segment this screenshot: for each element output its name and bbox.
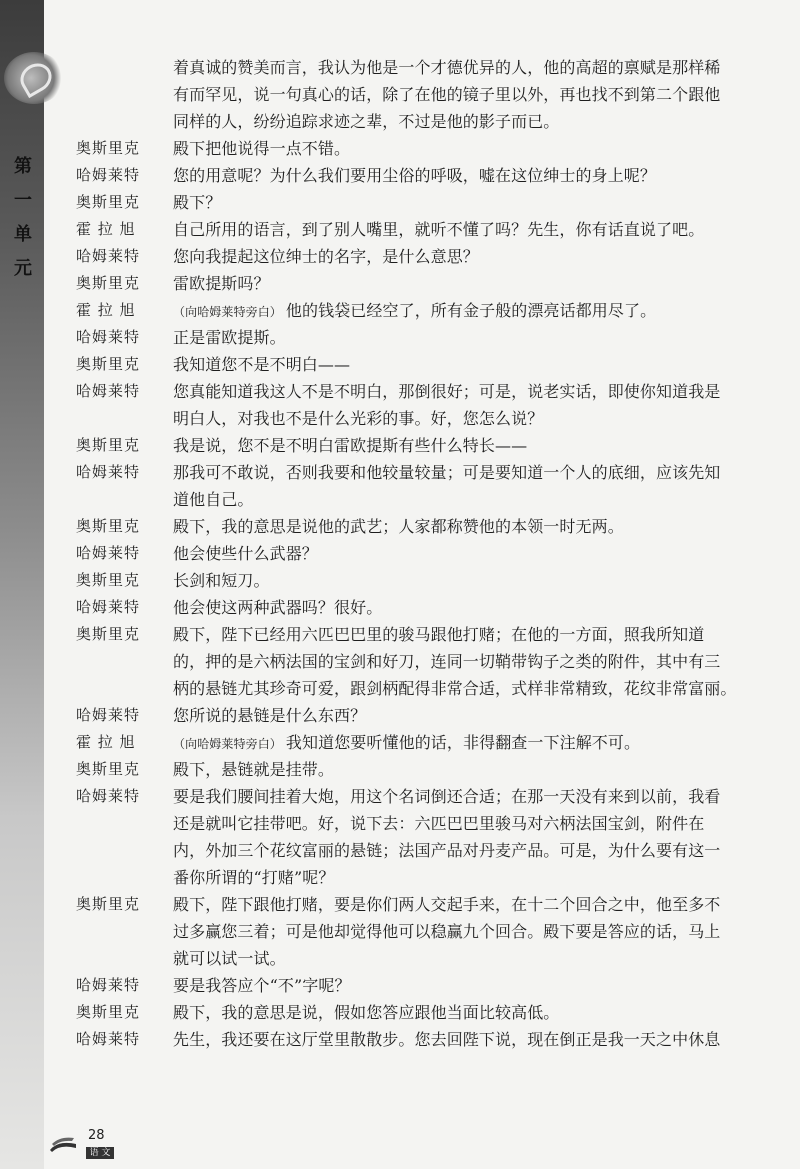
dialogue-line — [70, 972, 775, 999]
speaker-name: 奥斯里克 — [76, 760, 141, 778]
stage-direction: （向哈姆莱特旁白） — [173, 737, 282, 751]
dialogue-text — [173, 567, 270, 594]
dialogue-line — [70, 378, 775, 405]
dialogue-line — [70, 918, 775, 945]
dialogue-text — [173, 324, 286, 351]
dialogue-line — [70, 108, 775, 135]
dialogue-line — [70, 756, 775, 783]
dialogue-text — [173, 729, 640, 758]
line-text: 殿下？ — [173, 193, 222, 212]
dialogue-line — [70, 810, 775, 837]
dialogue-text — [173, 216, 704, 243]
line-text: 我知道您要听懂他的话，非得翻查一下注解不可。 — [285, 733, 641, 752]
dialogue-text — [173, 756, 334, 783]
dialogue-text — [173, 81, 720, 108]
line-text: 殿下把他说得一点不错。 — [173, 139, 351, 158]
speaker-name: 哈姆莱特 — [76, 166, 141, 184]
dialogue-text — [173, 594, 382, 621]
dialogue-line — [70, 891, 775, 918]
dialogue-line — [70, 729, 775, 756]
dialogue-text — [173, 189, 221, 216]
line-text: 明白人，对我也不是什么光彩的事。好，您怎么说？ — [173, 409, 544, 428]
speaker-name: 奥斯里克 — [76, 517, 141, 535]
speaker-name: 奥斯里克 — [76, 571, 141, 589]
dialogue-text — [173, 918, 720, 945]
line-text: 您所说的悬链是什么东西？ — [173, 706, 367, 725]
line-text: 您真能知道我这人不是不明白，那倒很好；可是，说老实话，即使你知道我是 — [173, 382, 721, 401]
dialogue-line — [70, 486, 775, 513]
line-text: 要是我们腰间挂着大炮，用这个名词倒还合适；在那一天没有来到以前，我看 — [173, 787, 721, 806]
line-text: 的，押的是六柄法国的宝剑和好刀，连同一切鞘带钩子之类的附件，其中有三 — [173, 652, 721, 671]
line-text: 我是说，您不是不明白雷欧提斯有些什么特长—— — [173, 436, 528, 455]
speaker-name: 奥斯里克 — [76, 193, 141, 211]
line-text: 殿下，陛下跟他打赌，要是你们两人交起手来，在十二个回合之中，他至多不 — [173, 895, 721, 914]
script-text — [70, 54, 775, 1053]
speaker-name: 哈姆莱特 — [76, 544, 141, 562]
line-text: 要是我答应个“不”字呢？ — [173, 976, 351, 995]
speaker-name: 奥斯里克 — [76, 895, 141, 913]
dialogue-text — [173, 54, 720, 81]
dialogue-line — [70, 351, 775, 378]
line-text: 柄的悬链尤其珍奇可爱，跟剑柄配得非常合适，式样非常精致，花纹非常富丽。 — [173, 679, 737, 698]
line-text: 殿下，我的意思是说，假如您答应跟他当面比较高低。 — [173, 1003, 560, 1022]
line-text: 有而罕见，说一句真心的话，除了在他的镜子里以外，再也找不到第二个跟他 — [173, 85, 721, 104]
line-text: 我知道您不是不明白—— — [173, 355, 351, 374]
speaker-name: 哈姆莱特 — [76, 976, 141, 994]
dialogue-line — [70, 216, 775, 243]
speaker-name: 霍 拉 旭 — [76, 220, 136, 238]
speaker-name: 哈姆莱特 — [76, 598, 141, 616]
speaker-name: 奥斯里克 — [76, 139, 141, 157]
line-text: 内，外加三个花纹富丽的悬链；法国产品对丹麦产品。可是，为什么要有这一 — [173, 841, 721, 860]
speaker-name: 哈姆莱特 — [76, 247, 141, 265]
speaker-name: 哈姆莱特 — [76, 706, 141, 724]
speaker-name: 奥斯里克 — [76, 1003, 141, 1021]
dialogue-line — [70, 270, 775, 297]
line-text: 就可以试一试。 — [173, 949, 286, 968]
dialogue-line — [70, 459, 775, 486]
speaker-name: 奥斯里克 — [76, 355, 141, 373]
dialogue-text — [173, 837, 720, 864]
dialogue-text — [173, 891, 720, 918]
dialogue-text — [173, 972, 351, 999]
line-text: 番你所谓的“打赌”呢？ — [173, 868, 335, 887]
stage-direction: （向哈姆莱特旁白） — [173, 305, 282, 319]
dialogue-text — [173, 1026, 720, 1053]
speaker-name: 奥斯里克 — [76, 625, 141, 643]
page-number: 28 — [88, 1128, 105, 1143]
dialogue-line — [70, 81, 775, 108]
dialogue-text — [173, 540, 318, 567]
line-text: 殿下，陛下已经用六匹巴巴里的骏马跟他打赌；在他的一方面，照我所知道 — [173, 625, 705, 644]
line-text: 自己所用的语言，到了别人嘴里，就听不懂了吗？先生，你有话直说了吧。 — [173, 220, 705, 239]
line-text: 道他自己。 — [173, 490, 254, 509]
line-text: 长剑和短刀。 — [173, 571, 270, 590]
dialogue-text — [173, 810, 704, 837]
dialogue-line — [70, 297, 775, 324]
dialogue-text — [173, 864, 334, 891]
dialogue-text — [173, 351, 350, 378]
dialogue-text — [173, 432, 527, 459]
dialogue-text — [173, 513, 624, 540]
dialogue-text — [173, 486, 254, 513]
dialogue-text — [173, 999, 559, 1026]
unit-label: 第一单元 — [14, 156, 32, 279]
line-text: 过多赢您三着；可是他却觉得他可以稳赢九个回合。殿下要是答应的话，马上 — [173, 922, 721, 941]
dialogue-line — [70, 243, 775, 270]
dialogue-text — [173, 675, 737, 702]
dialogue-line — [70, 567, 775, 594]
dialogue-text — [173, 162, 656, 189]
dialogue-line — [70, 405, 775, 432]
dialogue-text — [173, 783, 720, 810]
speaker-name: 霍 拉 旭 — [76, 301, 136, 319]
line-text: 雷欧提斯吗？ — [173, 274, 270, 293]
line-text: 您向我提起这位绅士的名字，是什么意思？ — [173, 247, 479, 266]
dialogue-text — [173, 945, 286, 972]
line-text: 他会使些什么武器？ — [173, 544, 318, 563]
dialogue-line — [70, 540, 775, 567]
dialogue-line — [70, 594, 775, 621]
dialogue-line — [70, 621, 775, 648]
line-text: 他的钱袋已经空了，所有金子般的漂亮话都用尽了。 — [285, 301, 657, 320]
dialogue-text — [173, 297, 656, 326]
dialogue-text — [173, 270, 270, 297]
line-text: 着真诚的赞美而言，我认为他是一个才德优异的人，他的高超的禀赋是那样稀 — [173, 58, 721, 77]
line-text: 还是就叫它挂带吧。好，说下去：六匹巴巴里骏马对六柄法国宝剑，附件在 — [173, 814, 705, 833]
speaker-name: 奥斯里克 — [76, 274, 141, 292]
dialogue-text — [173, 702, 366, 729]
line-text: 殿下，我的意思是说他的武艺；人家都称赞他的本领一时无两。 — [173, 517, 624, 536]
line-text: 他会使这两种武器吗？很好。 — [173, 598, 383, 617]
dialogue-text — [173, 378, 720, 405]
subject-tag: 语 文 — [86, 1147, 114, 1159]
dialogue-line — [70, 945, 775, 972]
dialogue-line — [70, 162, 775, 189]
dialogue-line — [70, 702, 775, 729]
dialogue-text — [173, 459, 720, 486]
line-text: 先生，我还要在这厅堂里散散步。您去回陛下说，现在倒正是我一天之中休息 — [173, 1030, 721, 1049]
line-text: 正是雷欧提斯。 — [173, 328, 286, 347]
dialogue-line — [70, 432, 775, 459]
line-text: 同样的人，纷纷追踪求迹之辈，不过是他的影子而已。 — [173, 112, 560, 131]
dialogue-line — [70, 837, 775, 864]
dialogue-line — [70, 999, 775, 1026]
dialogue-text — [173, 405, 543, 432]
textbook-logo-icon — [4, 52, 64, 104]
dialogue-line — [70, 189, 775, 216]
dialogue-line — [70, 135, 775, 162]
dialogue-text — [173, 108, 559, 135]
speaker-name: 霍 拉 旭 — [76, 733, 136, 751]
speaker-name: 哈姆莱特 — [76, 382, 141, 400]
dialogue-line — [70, 513, 775, 540]
line-text: 那我可不敢说，否则我要和他较量较量；可是要知道一个人的底细，应该先知 — [173, 463, 721, 482]
dialogue-text — [173, 621, 704, 648]
dialogue-line — [70, 324, 775, 351]
speaker-name: 哈姆莱特 — [76, 1030, 141, 1048]
speaker-name: 哈姆莱特 — [76, 787, 141, 805]
line-text: 殿下，悬链就是挂带。 — [173, 760, 335, 779]
dialogue-text — [173, 648, 720, 675]
dialogue-line — [70, 648, 775, 675]
dialogue-text — [173, 243, 479, 270]
line-text: 您的用意呢？为什么我们要用尘俗的呼吸，嘘在这位绅士的身上呢？ — [173, 166, 657, 185]
book-icon — [48, 1134, 78, 1154]
dialogue-line — [70, 864, 775, 891]
speaker-name: 哈姆莱特 — [76, 328, 141, 346]
speaker-name: 奥斯里克 — [76, 436, 141, 454]
dialogue-line — [70, 783, 775, 810]
dialogue-line — [70, 1026, 775, 1053]
speaker-name: 哈姆莱特 — [76, 463, 141, 481]
dialogue-line — [70, 675, 775, 702]
dialogue-line — [70, 54, 775, 81]
dialogue-text — [173, 135, 350, 162]
